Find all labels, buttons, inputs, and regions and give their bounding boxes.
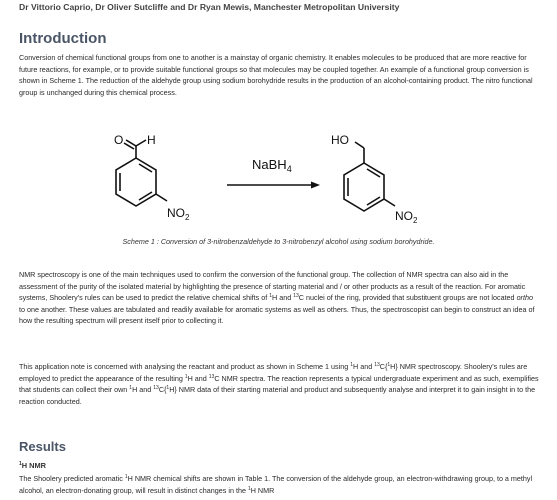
product-structure: [344, 142, 395, 211]
results-heading: Results: [19, 439, 66, 454]
reaction-arrow: [227, 182, 320, 189]
reaction-scheme: [19, 120, 539, 235]
product-benzene-ring: [344, 163, 384, 211]
reactant-structure: [116, 140, 167, 206]
nmr-paragraph-1: NMR spectroscopy is one of the main techniques used to confirm the conversion of the functional group. The collection of NMR spectra can also aid in the assessment of the purity of the isolated material by highlighting the presence of starting material and / or other products as a result of the reaction. For aromatic systems, Shoolery's rules can be used to predict the relative chemical shifts of $^1$H and $^{13}$C nuclei of the ring, provided that substituent groups are not located ortho to one another. These values are tabulated and readily available for aromatic systems as well as others. Thus, the spectroscopist can begin to construct an idea of how the resulting spectrum will present itself prior to collecting it.: [19, 270, 535, 325]
reactant-benzene-ring: [116, 158, 156, 206]
reactant-nitro-label: $NO_2$: [167, 206, 190, 222]
reactant-aldehyde-hydrogen: H: [147, 133, 156, 147]
nmr-paragraph-2: This application note is concerned with analysing the reactant and product as shown in Scheme 1 using $^1$H and $^{13}$C{$^1$H} NMR spectroscopy. Shoolery's rules are employed to predict the appearance of the resulting $^1$H and $^{13}$C NMR spectra. The reaction represents a typical undergraduate experiment and as such, exemplifies that students can collect their own $^1$H and $^{13}$C{$^1$H} NMR data of their starting material and product and subsequently analyse and interpret it to gain insight in to the reaction conducted.: [19, 362, 539, 406]
product-nitro-bond: [384, 199, 395, 206]
h-nmr-subheading: $^1$H NMR: [19, 461, 47, 470]
reaction-scheme-drawing: [19, 120, 539, 235]
author-line: Dr Vittorio Caprio, Dr Oliver Sutcliffe and Dr Ryan Mewis, Manchester Metropolitan University: [19, 2, 400, 12]
reactant-nitro-bond: [156, 194, 167, 201]
scheme-caption: Scheme 1 : Conversion of 3-nitrobenzaldehyde to 3-nitrobenzyl alcohol using sodium borohydride.: [122, 237, 435, 246]
introduction-heading: Introduction: [19, 30, 107, 47]
introduction-paragraph: Conversion of chemical functional groups from one to another is a mainstay of organic chemistry. It enables molecules to be produced that are more reactive for future reactions, for example, or to provide suitable functional groups so that molecules may be coupled together. An example of a functional group conversion is shown in Scheme 1. The reduction of the aldehyde group using sodium borohydride results in the production of an alcohol-containing product. The nitro functional group is unchanged during this chemical process.: [19, 53, 533, 97]
results-paragraph: The Shoolery predicted aromatic $^1$H NMR chemical shifts are shown in Table 1. The conversion of the aldehyde group, an electron-withdrawing group, to a methyl alcohol, an electron-donating group, will result in distinct changes in the $^1$H NMR: [19, 474, 533, 495]
product-nitro-label: $NO_2$: [395, 209, 418, 225]
reagent-label: NaBH$_4$: [252, 157, 292, 174]
reactant-aldehyde-oxygen: O: [114, 133, 124, 147]
product-hydroxyl-label: HO: [331, 133, 349, 147]
